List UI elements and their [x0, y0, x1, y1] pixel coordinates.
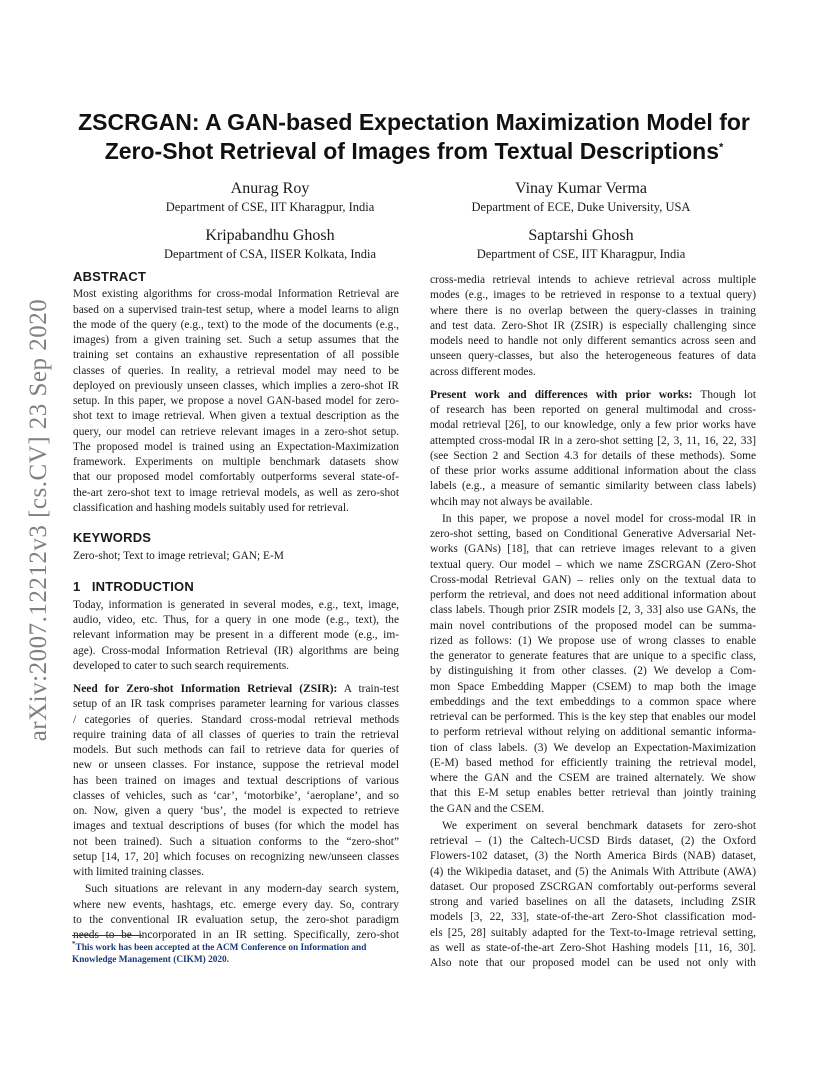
body-line: main novel contributions of the proposed model can be summa-: [430, 619, 756, 632]
footnote-divider: [72, 935, 142, 936]
body-line: Present work and differences with prior works: Though lot: [430, 388, 757, 401]
body-line: require training data of all classes of queries to train the retrieval: [73, 728, 399, 741]
body-line: images and textual descriptions of buses (for which the model has: [73, 820, 399, 833]
body-line: els [25, 28] suitably adapted for the Text-to-Image retrieval setting,: [430, 926, 756, 939]
body-line: by distinguishing it from other classes. (2) We develop a Com-: [430, 665, 756, 678]
author-name: Kripabandhu Ghosh: [205, 227, 335, 244]
body-line: on. Now, given a query ‘bus’, the model is expected to retrieve: [73, 805, 399, 817]
paragraph-lead: Need for Zero-shot Information Retrieval (ZSIR):: [73, 683, 338, 695]
abstract-line: based on a supervised train-test setup, where a model learns to align: [73, 303, 399, 316]
body-line: models need to handle not only different semantics across seen and: [430, 335, 756, 347]
body-line: perform the retrieval, and does not need additional information about: [430, 589, 756, 601]
body-line: works (GANs) [18], that can retrieve images relevant to a given: [430, 543, 756, 556]
author-name: Anurag Roy: [230, 180, 310, 197]
body-line: dataset. Our proposed ZSCRGAN comfortably out-performs several: [430, 880, 756, 893]
abstract-line: setup. In this paper, we propose a novel GAN-based model for zero-: [73, 395, 399, 407]
body-line: (4) the Wikipedia dataset, and (5) the Animals With Attribute (AWA): [430, 865, 756, 878]
abstract-line: shot text to image retrieval. When given a textual description as the: [73, 410, 399, 423]
body-line: to the conventional IR evaluation setup, the zero-shot paradigm: [73, 913, 399, 926]
left-column: [73, 269, 399, 943]
title-footnote-mark: *: [719, 141, 724, 154]
body-line: (E-M) based method for efficiently training the retrieval model,: [430, 756, 756, 769]
body-line: age). Cross-modal Information Retrieval (IR) algorithms are being: [73, 644, 399, 657]
footnote-line-2: Knowledge Management (CIKM) 2020.: [72, 955, 229, 966]
body-line: attempted cross-modal IR in a zero-shot setting [2, 3, 11, 16, 22, 33]: [430, 434, 756, 447]
body-line: (see Section 2 and Section 4.3 for details of these methods). Some: [430, 449, 756, 462]
body-line: retrieval – (1) the Caltech-UCSD Birds dataset, (2) the Oxford: [430, 835, 756, 847]
abstract-line: that our proposed model comfortably outperforms several state-of-: [73, 471, 399, 484]
body-line: needs to be incorporated in an IR setting. Specifically, zero-shot: [73, 929, 399, 941]
body-line: setup of an IR task comprises parameter learning for various classes: [73, 698, 399, 711]
footnote-mark: *: [72, 940, 76, 948]
abstract-body: [73, 287, 399, 516]
body-line: Flowers-102 dataset, (3) the North America Birds (NAB) dataset,: [430, 850, 756, 863]
body-line: and test data. Zero-Shot IR (ZSIR) is especially challenging since: [430, 319, 756, 332]
body-line: cross-media retrieval intends to achieve retrieval across multiple: [430, 274, 756, 286]
body-line: with limited training classes.: [73, 866, 204, 878]
right-paragraph-4: [430, 819, 756, 972]
body-line: new or unseen classes. For instance, suppose the retrieval model: [73, 759, 399, 772]
body-line: mon Space Embedding Mapper (CSEM) to map both the image: [430, 680, 756, 693]
body-line: setup [14, 17, 20] which focuses on recognizing new/unseen classes: [73, 850, 399, 863]
body-line: Need for Zero-shot Information Retrieval (ZSIR): A train-test: [73, 683, 399, 695]
abstract-line: framework. Experiments on multiple benchmark datasets show: [73, 456, 399, 468]
arxiv-stamp-text: arXiv:2007.12212v3 [cs.CV] 23 Sep 2020: [25, 298, 52, 742]
body-line: across different modes.: [430, 365, 536, 378]
body-line: where the GAN and the CSEM are trained alternately. We show: [430, 772, 756, 784]
author-block: [411, 226, 751, 263]
abstract-line: the-art zero-shot text to image retrieval models, as well as zero-shot: [73, 486, 399, 499]
abstract-line: deployed on previously unseen classes, which implies a zero-shot IR: [73, 379, 399, 392]
body-line: relevant information may be present in a different mode (e.g., im-: [73, 629, 399, 642]
body-line: where new events, hashtags, etc. emerge every day. So, contrary: [73, 898, 399, 911]
body-line: has been trained on images and textual descriptions of various: [73, 774, 399, 787]
body-line: as well as state-of-the-art Zero-Shot Hashing models [11, 16, 30].: [430, 941, 756, 954]
abstract-line: Most existing algorithms for cross-modal Information Retrieval are: [73, 288, 399, 301]
section-heading-introduction: 1 INTRODUCTION: [73, 578, 194, 594]
body-line: labels (e.g., a measure of semantic similarity between class labels): [430, 480, 756, 493]
body-line: textual query. Our model – which we name ZSCRGAN (Zero-Shot: [430, 558, 756, 571]
body-line: the generator to generate features that are unique to a specific class,: [430, 650, 756, 662]
right-paragraph-3: [430, 512, 756, 817]
body-line: of research has been reported on general multimodal and cross-: [430, 404, 756, 416]
author-name: Saptarshi Ghosh: [528, 227, 634, 244]
author-name: Vinay Kumar Verma: [514, 180, 648, 197]
body-line: tion of class labels. (3) We develop an Expectation-Maximization: [430, 741, 756, 754]
body-line: retrieval can be performed. This is the key step that enables our model: [430, 711, 756, 723]
abstract-line: the mode of the query (e.g., text) to the mode of the documents (e.g.,: [73, 318, 399, 331]
title-line-1: ZSCRGAN: A GAN-based Expectation Maximization Model for: [78, 109, 750, 135]
author-block: [100, 179, 440, 216]
abstract-line: query, our model can retrieve relevant images in a zero-shot setup.: [73, 425, 399, 438]
body-line: that this E-M setup enables better retrieval than jointly training: [430, 787, 756, 800]
body-line: Cross-modal Retrieval GAN) – relies only on the textual data to: [430, 573, 756, 586]
author-affiliation: Department of CSE, IIT Kharagpur, India: [476, 247, 686, 261]
body-line: unseen query-classes, but also the heterogeneous features of data: [430, 350, 756, 363]
body-line: audio, video, etc. Thus, for a query in one mode (e.g., text), the: [73, 614, 399, 626]
body-line: classes of vehicles, such as ‘car’, ‘motorbike’, ‘aeroplane’, and so: [73, 789, 399, 802]
right-paragraph-1: [430, 273, 756, 380]
title-line-2: Zero-Shot Retrieval of Images from Textual Descriptions*: [104, 138, 724, 164]
body-line: In this paper, we propose a novel model for cross-modal IR in: [442, 512, 756, 525]
body-line: class labels. Though prior ZSIR models [2, 3, 33] also use GANs, the: [430, 604, 756, 617]
body-line: where there is no overlap between the query-classes in training: [430, 304, 756, 317]
body-line: of these prior works assume additional information about the class: [430, 465, 756, 477]
keywords-text: Zero-shot; Text to image retrieval; GAN; E-M: [73, 550, 284, 563]
right-column: [430, 273, 756, 971]
author-affiliation: Department of CSE, IIT Kharagpur, India: [165, 200, 375, 214]
body-line: whcih may not always be available.: [430, 495, 593, 508]
body-line: zero-shot setting, based on Conditional Generative Adversarial Net-: [430, 528, 756, 540]
abstract-line: images) from a given training set. Such a setup assumes that the: [73, 334, 399, 346]
body-line: Also note that our proposed model can be used not only with: [430, 957, 756, 969]
body-line: models [3, 22, 33], state-of-the-art Zero-Shot classification mod-: [430, 911, 756, 924]
body-line: models. But such methods can fail to retrieve data for queries of: [73, 744, 399, 756]
author-affiliation: Department of CSA, IISER Kolkata, India: [163, 247, 377, 261]
arxiv-identifier: [14, 285, 64, 755]
body-line: / categories of queries. Standard cross-modal retrieval methods: [73, 713, 399, 726]
paper-title: [60, 108, 768, 166]
paragraph-lead: Present work and differences with prior works:: [430, 388, 693, 401]
abstract-line: classification and hashing models suitably used for retrieval.: [73, 501, 349, 514]
body-line: strong and varied baselines on all the datasets, including ZSIR: [430, 896, 756, 908]
body-line: the GAN and the CSEM.: [430, 802, 545, 815]
body-line: modes (e.g., images to be retrieved in response to a textual query): [430, 289, 756, 302]
abstract-line: classes of queries. In reality, a retrieval model may need to be: [73, 364, 399, 377]
intro-paragraph-1: [73, 598, 399, 674]
body-line: rized as follows: (1) We propose use of wrong classes to enable: [430, 634, 756, 647]
author-affiliation: Department of ECE, Duke University, USA: [471, 200, 691, 214]
body-line: We experiment on several benchmark datasets for zero-shot: [442, 819, 756, 832]
abstract-line: The proposed model is trained using an Expectation-Maximization: [73, 440, 399, 453]
footnote-line-1: *This work has been accepted at the ACM Conference on Information and: [72, 940, 367, 954]
footnote: [72, 938, 402, 966]
body-line: developed to cater to such search requirements.: [73, 659, 290, 672]
body-line: Such situations are relevant in any modern-day search system,: [85, 883, 399, 896]
body-line: embeddings and the text embeddings to a common space where: [430, 695, 756, 708]
abstract-line: training set contains an exhaustive representation of all possible: [73, 349, 399, 362]
body-line: Today, information is generated in several modes, e.g., text, image,: [73, 598, 399, 611]
keywords-heading: KEYWORDS: [73, 530, 152, 545]
intro-paragraph-zsir: [73, 682, 399, 880]
body-line: not been trained). Such a situation conforms to the “zero-shot”: [73, 835, 399, 848]
right-paragraph-present-work: [430, 388, 756, 510]
author-block: [100, 226, 440, 263]
body-line: to perform retrieval without relying on additional semantic informa-: [430, 726, 756, 739]
author-block: [411, 179, 751, 216]
abstract-heading: ABSTRACT: [73, 269, 147, 284]
body-line: modal retrieval [26], to our knowledge, only a few prior works have: [430, 419, 756, 432]
